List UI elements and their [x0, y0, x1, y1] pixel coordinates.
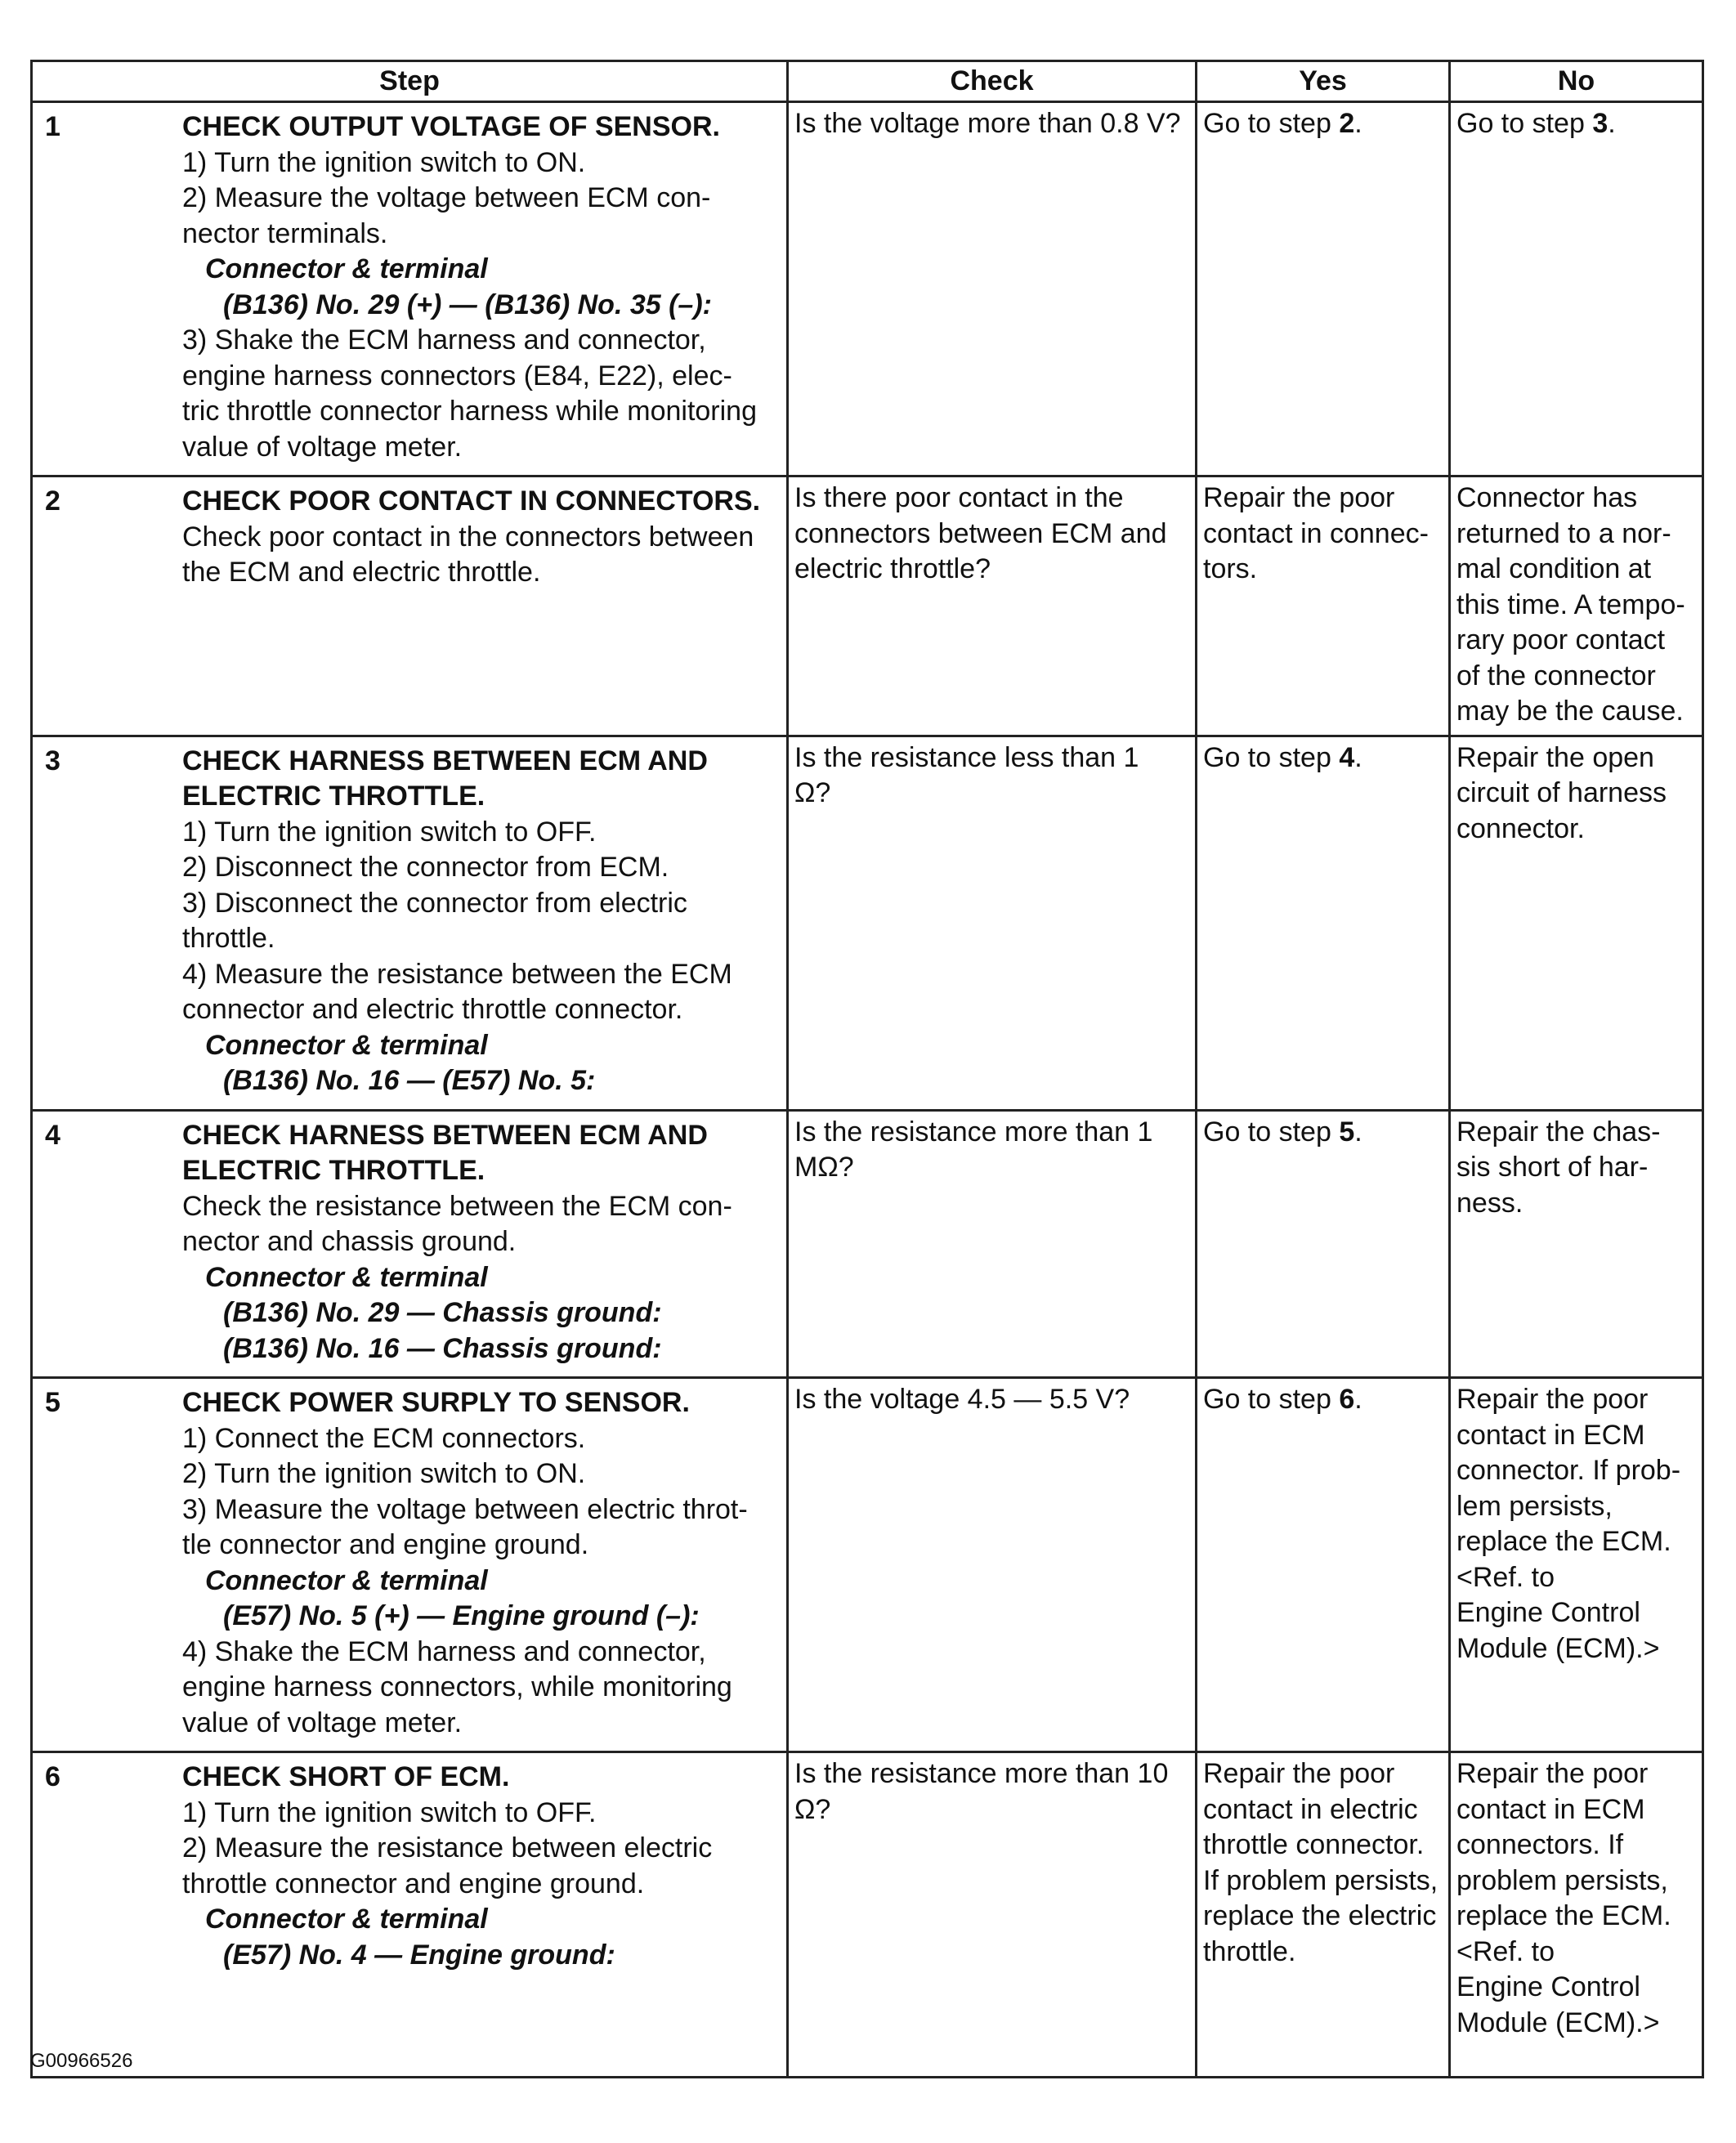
figure-id: G00966526	[30, 2050, 133, 2072]
step-line: value of voltage meter.	[182, 431, 463, 463]
no-line: Repair the poor	[1456, 1384, 1649, 1415]
yes-line: Repair the poor	[1203, 1758, 1395, 1789]
no-line: may be the cause.	[1456, 696, 1684, 727]
no-line: mal condition at	[1456, 553, 1652, 584]
step-cell	[32, 1752, 788, 2078]
step-line: 3) Disconnect the connector from electric	[182, 887, 687, 919]
step-line: 3) Measure the voltage between electric throt-	[182, 1493, 748, 1525]
table-row	[32, 736, 1703, 1110]
yes-line: throttle.	[1203, 1935, 1296, 1967]
check-cell	[788, 102, 1197, 476]
no-line: rary poor contact	[1456, 624, 1666, 655]
no-line: Module (ECM).>	[1456, 1632, 1660, 1664]
no-line: circuit of harness	[1456, 777, 1667, 808]
step-line: 2) Measure the resistance between electric	[182, 1832, 713, 1863]
check-line: Is the resistance more than 1	[794, 1116, 1153, 1148]
no-line: contact in ECM	[1456, 1419, 1645, 1451]
step-line: throttle connector and engine ground.	[182, 1868, 645, 1899]
step-number: 6	[45, 1761, 60, 1792]
table-row	[32, 102, 1703, 476]
yes-line: Repair the poor	[1203, 482, 1395, 513]
check-line: Ω?	[794, 777, 831, 808]
step-line: 4) Measure the resistance between the ECM	[182, 958, 732, 990]
step-number: 5	[45, 1387, 60, 1418]
step-line: 2) Disconnect the connector from ECM.	[182, 852, 669, 883]
table-row	[32, 1378, 1703, 1752]
no-line: Repair the poor	[1456, 1758, 1649, 1789]
connector-terminal-value: (B136) No. 16 — Chassis ground:	[223, 1332, 662, 1364]
header-check: Check	[788, 61, 1197, 102]
diagnostic-table	[30, 60, 1704, 2078]
no-line: <Ref. to	[1456, 1561, 1555, 1593]
step-line: Check poor contact in the connectors between	[182, 521, 754, 553]
no-step-ref: 3	[1592, 108, 1608, 139]
check-line: Is the voltage more than 0.8 V?	[794, 108, 1181, 139]
yes-cell	[1197, 1752, 1450, 2078]
yes-text: Go to step	[1203, 741, 1340, 773]
yes-line: throttle connector.	[1203, 1829, 1425, 1860]
header-no: No	[1450, 61, 1703, 102]
connector-terminal-value: (E57) No. 5 (+) — Engine ground (–):	[223, 1600, 700, 1631]
no-cell	[1450, 476, 1703, 736]
no-line: Module (ECM).>	[1456, 2007, 1660, 2038]
no-line: Connector has	[1456, 482, 1638, 513]
no-cell	[1450, 1752, 1703, 2078]
no-text: Go to step	[1456, 108, 1593, 139]
connector-terminal-value: (B136) No. 29 — Chassis ground:	[223, 1297, 662, 1328]
yes-cell	[1197, 1378, 1450, 1752]
no-line: of the connector	[1456, 660, 1656, 691]
check-line: MΩ?	[794, 1152, 854, 1183]
check-line: connectors between ECM and	[794, 517, 1167, 549]
no-cell	[1450, 736, 1703, 1110]
connector-terminal-value: (B136) No. 29 (+) — (B136) No. 35 (–):	[223, 289, 712, 320]
table-row	[32, 1110, 1703, 1378]
step-title: CHECK POWER SURPLY TO SENSOR.	[182, 1387, 690, 1418]
yes-text: Go to step	[1203, 108, 1340, 139]
table-row	[32, 1752, 1703, 2078]
yes-line: If problem persists,	[1203, 1864, 1438, 1896]
no-line: lem persists,	[1456, 1490, 1613, 1522]
yes-line: contact in electric	[1203, 1793, 1418, 1825]
no-line: <Ref. to	[1456, 1935, 1555, 1967]
step-line: nector and chassis ground.	[182, 1226, 517, 1257]
step-line: nector terminals.	[182, 217, 388, 249]
step-title-line2: ELECTRIC THROTTLE.	[182, 781, 485, 812]
step-line: 1) Turn the ignition switch to OFF.	[182, 816, 597, 848]
step-line: Check the resistance between the ECM con-	[182, 1190, 732, 1222]
no-line: connectors. If	[1456, 1829, 1624, 1860]
connector-terminal-label: Connector & terminal	[205, 253, 488, 284]
check-line: Is there poor contact in the	[794, 482, 1124, 513]
check-line: Is the voltage 4.5 — 5.5 V?	[794, 1384, 1130, 1415]
check-cell	[788, 736, 1197, 1110]
no-cell	[1450, 1110, 1703, 1378]
no-cell	[1450, 1378, 1703, 1752]
step-cell	[32, 1378, 788, 1752]
no-line: ness.	[1456, 1187, 1523, 1219]
yes-text: Go to step	[1203, 1116, 1340, 1148]
no-suffix: .	[1608, 108, 1616, 139]
step-number: 4	[45, 1119, 60, 1151]
no-line: returned to a nor-	[1456, 517, 1671, 549]
step-line: 1) Turn the ignition switch to OFF.	[182, 1796, 597, 1828]
check-cell	[788, 1752, 1197, 2078]
step-title: CHECK SHORT OF ECM.	[182, 1761, 510, 1792]
no-line: Repair the open	[1456, 741, 1654, 773]
step-line: the ECM and electric throttle.	[182, 557, 541, 588]
step-line: tle connector and engine ground.	[182, 1529, 589, 1560]
header-row	[32, 61, 1703, 102]
connector-terminal-label: Connector & terminal	[205, 1261, 488, 1293]
step-line: engine harness connectors, while monitoring	[182, 1671, 732, 1702]
step-line: engine harness connectors (E84, E22), elec-	[182, 360, 732, 391]
step-number: 1	[45, 111, 60, 142]
connector-terminal-label: Connector & terminal	[205, 1029, 488, 1061]
step-number: 3	[45, 745, 60, 776]
no-line: problem persists,	[1456, 1864, 1668, 1896]
step-number: 2	[45, 485, 60, 517]
no-cell	[1450, 102, 1703, 476]
no-line: Repair the chas-	[1456, 1116, 1661, 1148]
connector-terminal-label: Connector & terminal	[205, 1904, 488, 1935]
no-line: replace the ECM.	[1456, 1526, 1671, 1557]
yes-suffix: .	[1354, 741, 1362, 773]
step-title: CHECK POOR CONTACT IN CONNECTORS.	[182, 485, 761, 517]
yes-suffix: .	[1354, 1384, 1362, 1415]
step-title: CHECK HARNESS BETWEEN ECM AND	[182, 1119, 708, 1151]
step-cell	[32, 476, 788, 736]
yes-step-ref: 5	[1339, 1116, 1355, 1148]
yes-cell	[1197, 1110, 1450, 1378]
yes-cell	[1197, 736, 1450, 1110]
no-line: replace the ECM.	[1456, 1900, 1671, 1931]
step-title: CHECK HARNESS BETWEEN ECM AND	[182, 745, 708, 776]
check-cell	[788, 1378, 1197, 1752]
step-cell	[32, 102, 788, 476]
check-cell	[788, 1110, 1197, 1378]
step-line: throttle.	[182, 923, 275, 954]
step-line: 2) Measure the voltage between ECM con-	[182, 182, 711, 213]
check-cell	[788, 476, 1197, 736]
step-line: tric throttle connector harness while monitoring	[182, 396, 757, 427]
yes-step-ref: 2	[1339, 108, 1355, 139]
step-cell	[32, 1110, 788, 1378]
step-line: value of voltage meter.	[182, 1707, 463, 1738]
step-title-line2: ELECTRIC THROTTLE.	[182, 1155, 485, 1186]
header-step: Step	[32, 61, 788, 102]
yes-line: contact in connec-	[1203, 517, 1429, 549]
yes-text: Go to step	[1203, 1384, 1340, 1415]
no-line: contact in ECM	[1456, 1793, 1645, 1825]
step-line: 1) Turn the ignition switch to ON.	[182, 146, 586, 178]
step-line: 1) Connect the ECM connectors.	[182, 1422, 586, 1454]
connector-terminal-value: (E57) No. 4 — Engine ground:	[223, 1939, 615, 1971]
yes-cell	[1197, 102, 1450, 476]
no-line: connector.	[1456, 812, 1585, 844]
step-title: CHECK OUTPUT VOLTAGE OF SENSOR.	[182, 111, 720, 142]
step-line: connector and electric throttle connector.	[182, 994, 683, 1025]
no-line: Engine Control	[1456, 1971, 1640, 2002]
yes-step-ref: 4	[1339, 741, 1355, 773]
yes-suffix: .	[1354, 1116, 1362, 1148]
yes-cell	[1197, 476, 1450, 736]
connector-terminal-value: (B136) No. 16 — (E57) No. 5:	[223, 1065, 596, 1096]
check-line: Ω?	[794, 1793, 831, 1825]
header-yes: Yes	[1197, 61, 1450, 102]
no-line: connector. If prob-	[1456, 1455, 1681, 1486]
step-line: 4) Shake the ECM harness and connector,	[182, 1635, 706, 1667]
check-line: Is the resistance more than 10	[794, 1758, 1169, 1789]
no-line: Engine Control	[1456, 1597, 1640, 1628]
check-line: Is the resistance less than 1	[794, 741, 1139, 773]
no-line: sis short of har-	[1456, 1152, 1649, 1183]
yes-line: replace the electric	[1203, 1900, 1437, 1931]
connector-terminal-label: Connector & terminal	[205, 1564, 488, 1596]
yes-step-ref: 6	[1339, 1384, 1355, 1415]
table-row	[32, 476, 1703, 736]
step-line: 2) Turn the ignition switch to ON.	[182, 1458, 586, 1489]
yes-line: tors.	[1203, 553, 1258, 584]
no-line: this time. A tempo-	[1456, 588, 1685, 620]
yes-suffix: .	[1354, 108, 1362, 139]
check-line: electric throttle?	[794, 553, 991, 584]
step-cell	[32, 736, 788, 1110]
step-line: 3) Shake the ECM harness and connector,	[182, 324, 706, 356]
